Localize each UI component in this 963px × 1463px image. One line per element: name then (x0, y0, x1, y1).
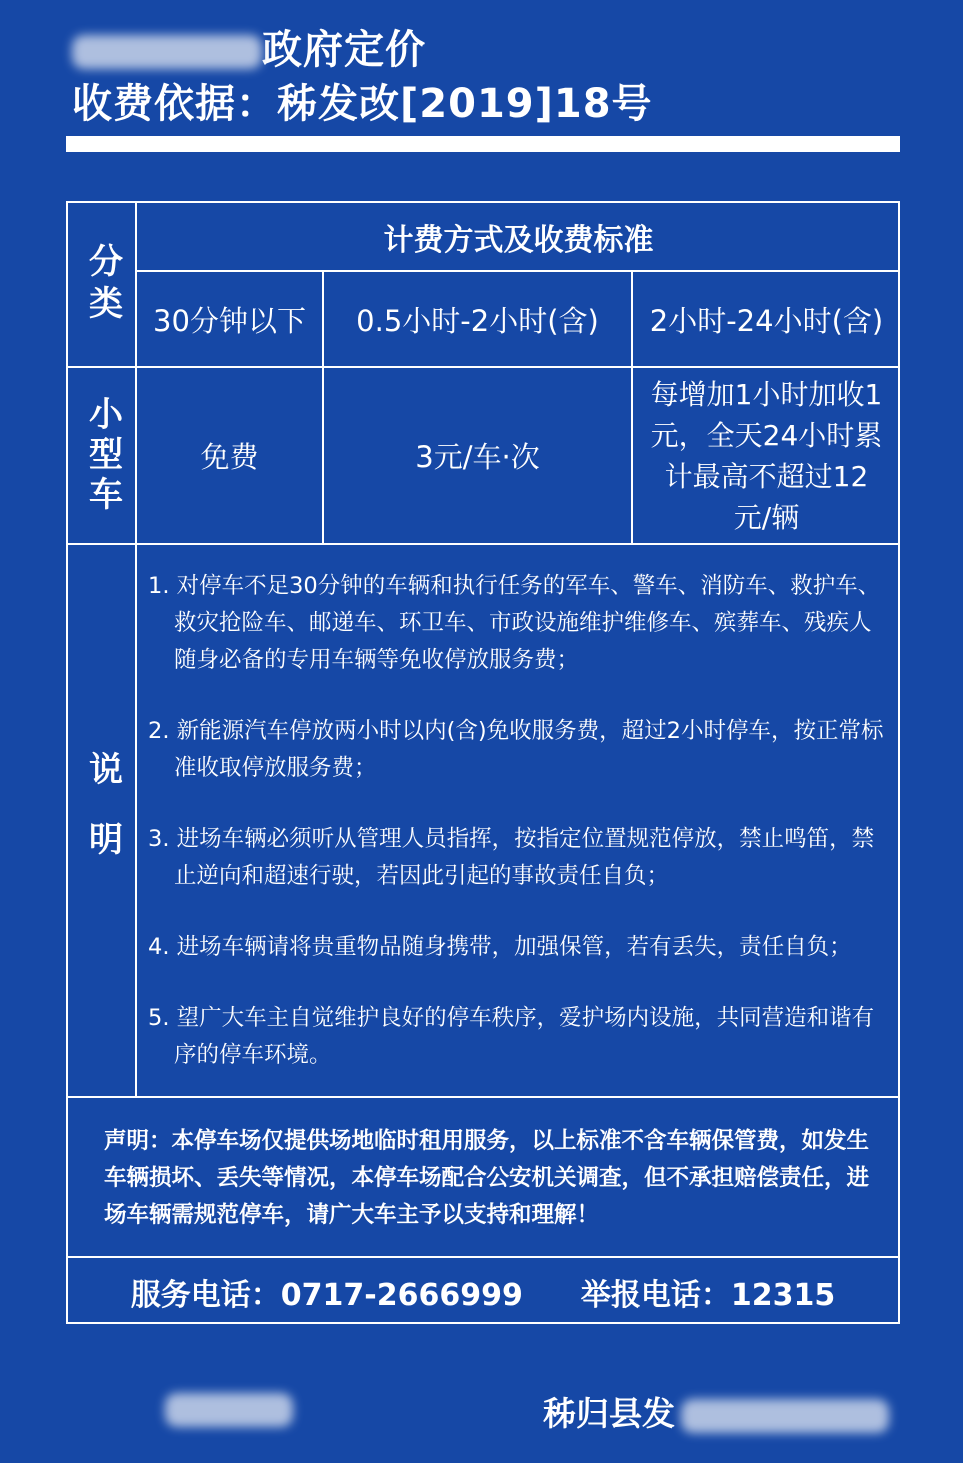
duration-2-to-24h: 2小时-24小时(含) (649, 303, 884, 338)
fee-basis-label: 收费依据： (72, 81, 277, 127)
divider (68, 543, 900, 545)
divider (68, 1256, 900, 1258)
category-header-text: 分类 (82, 242, 123, 327)
category-header (68, 203, 135, 366)
note-item: 3. 进场车辆必须听从管理人员指挥，按指定位置规范停放，禁止鸣笛，禁止逆向和超速行驶，若因此引起的事故责任自负； (148, 826, 875, 889)
fee-table (66, 201, 900, 1324)
rate-free: 免费 (200, 440, 259, 474)
contact-row (68, 1259, 898, 1325)
note-item: 2. 新能源汽车停放两小时以内(含)免收服务费，超过2小时停车，按正常标准收取停放服务费； (148, 718, 884, 781)
duration-0-5-to-2h: 0.5小时-2小时(含) (356, 303, 599, 338)
note-item: 4. 进场车辆请将贵重物品随身携带，加强保管，若有丢失，责任自负； (148, 934, 852, 960)
declaration: 声明：本停车场仅提供场地临时租用服务，以上标准不含车辆保管费，如发生车辆损坏、丢失等情况，本停车场配合公安机关调查，但不承担赔偿责任，进场车辆需规范停车，请广大车主予以支持和理解！ (104, 1128, 870, 1228)
vehicle-type-text: 小型车 (82, 395, 123, 516)
fee-basis-value: 秭发改[2019]18号 (277, 81, 653, 127)
note-item: 1. 对停车不足30分钟的车辆和执行任务的军车、警车、消防车、救护车、救灾抢险车、邮递车、环卫车、市政设施维护维修车、殡葬车、残疾人随身必备的专用车辆等免收停放服务费； (148, 573, 881, 673)
footer-right-text: 秭归县发 (543, 1394, 675, 1433)
footer-left (165, 1388, 293, 1427)
notes-list (148, 568, 888, 1108)
service-phone: 服务电话：0717-2666999 (130, 1278, 523, 1313)
rate-per-visit: 3元/车·次 (415, 440, 540, 474)
header-divider (66, 136, 900, 152)
report-phone: 举报电话：12315 (580, 1278, 836, 1313)
pricing-header: 计费方式及收费标准 (383, 222, 654, 258)
vehicle-type (68, 368, 135, 543)
title-suffix: 政府定价 (262, 27, 426, 73)
notes-header-text: 说明 (82, 750, 123, 891)
page-title (72, 18, 426, 75)
footer-right (543, 1388, 889, 1435)
rate-hourly: 每增加1小时加收1元，全天24小时累计最高不超过12元/辆 (650, 377, 883, 534)
blurred-text (72, 35, 262, 69)
blurred-text (165, 1393, 293, 1427)
blurred-text (681, 1399, 889, 1433)
fee-basis (72, 72, 653, 129)
notes-header (68, 545, 135, 1096)
note-item: 5. 望广大车主自觉维护良好的停车秩序，爱护场内设施，共同营造和谐有序的停车环境。 (148, 1005, 875, 1068)
duration-under-30min: 30分钟以下 (153, 303, 306, 338)
